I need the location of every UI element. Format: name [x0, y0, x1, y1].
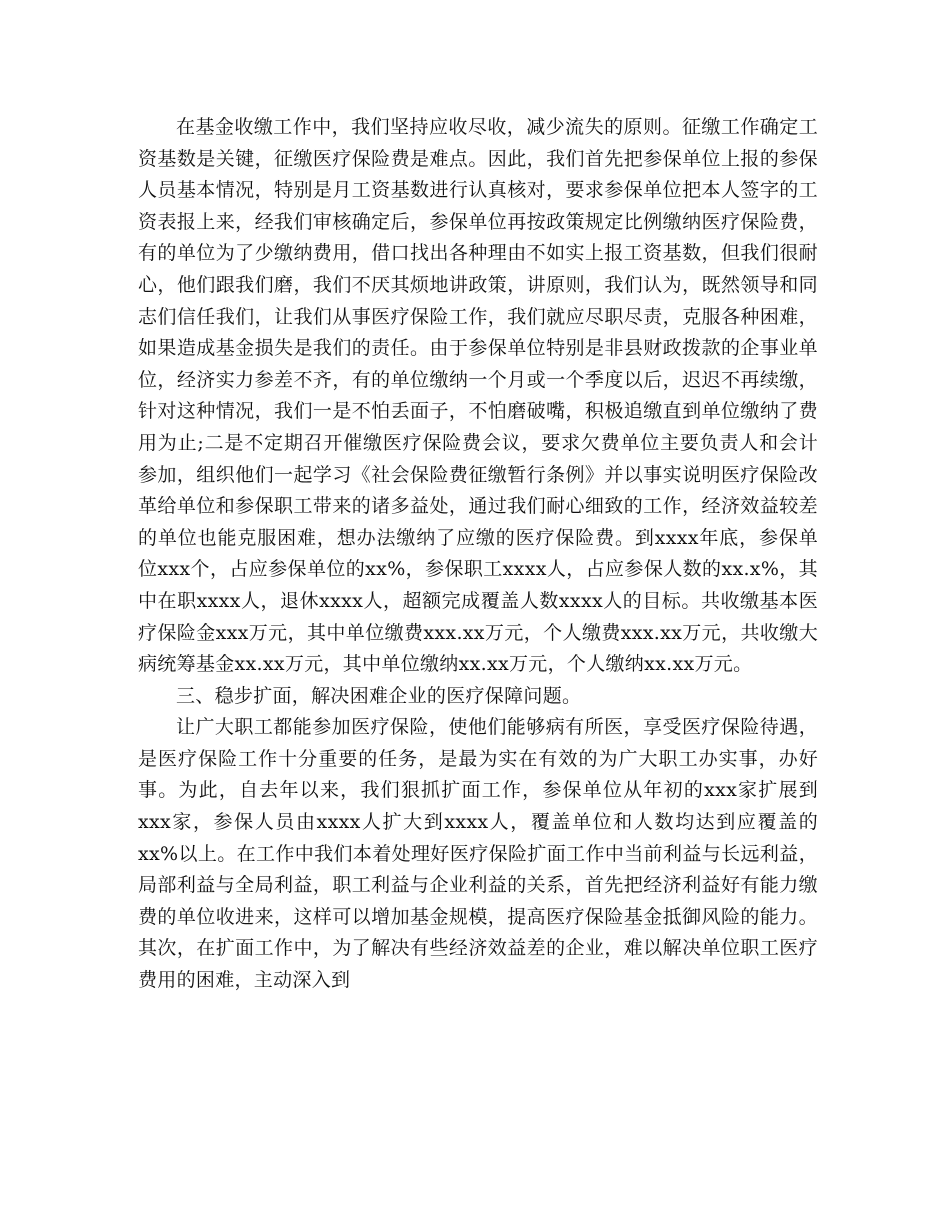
paragraph-coverage-expansion: 让广大职工都能参加医疗保险，使他们能够病有所医，享受医疗保险待遇，是医疗保险工作十分重要的任务，是最为实在有效的为广大职工办实事，办好事。为此，自去年以来，我们狠抓扩面工作，参保单位从年初的xxx家扩展到xxx家，参保人员由xxxx人扩大到xxxx人，覆盖单位和人数均达到应覆盖的xx%以上。在工作中我们本着处理好医疗保险扩面工作中当前利益与长远利益，局部利益与全局利益，职工利益与企业利益的关系，首先把经济利益好有能力缴费的单位收进来，这样可以增加基金规模，提高医疗保险基金抵御风险的能力。其次，在扩面工作中，为了解决有些经济效益差的企业，难以解决单位职工医疗费用的困难，主动深入到 — [138, 716, 818, 992]
paragraph-fund-collection: 在基金收缴工作中，我们坚持应收尽收，减少流失的原则。征缴工作确定工资基数是关键，征缴医疗保险费是难点。因此，我们首先把参保单位上报的参保人员基本情况，特别是月工资基数进行认真核对，要求参保单位把本人签字的工资表报上来，经我们审核确定后，参保单位再按政策规定比例缴纳医疗保险费，有的单位为了少缴纳费用，借口找出各种理由不如实上报工资基数，但我们很耐心，他们跟我们磨，我们不厌其烦地讲政策，讲原则，我们认为，既然领导和同志们信任我们，让我们从事医疗保险工作，我们就应尽职尽责，克服各种困难，如果造成基金损失是我们的责任。由于参保单位特别是非县财政拨款的企事业单位，经济实力参差不齐，有的单位缴纳一个月或一个季度以后，迟迟不再续缴，针对这种情况，我们一是不怕丢面子，不怕磨破嘴，积极追缴直到单位缴纳了费用为止;二是不定期召开催缴医疗保险费会议，要求欠费单位主要负责人和会计参加，组织他们一起学习《社会保险费征缴暂行条例》并以事实说明医疗保险改革给单位和参保职工带来的诸多益处，通过我们耐心细致的工作，经济效益较差的单位也能克服困难，想办法缴纳了应缴的医疗保险费。到xxxx年底，参保单位xxx个，占应参保单位的xx%，参保职工xxxx人，占应参保人数的xx.x%，其中在职xxxx人，退休xxxx人，超额完成覆盖人数xxxx人的目标。共收缴基本医疗保险金xxx万元，其中单位缴费xxx.xx万元，个人缴费xxx.xx万元，共收缴大病统筹基金xx.xx万元，其中单位缴纳xx.xx万元，个人缴纳xx.xx万元。 — [138, 116, 818, 676]
document-body — [138, 112, 818, 997]
section-heading-expansion: 三、稳步扩面，解决困难企业的医疗保障问题。 — [176, 684, 582, 707]
